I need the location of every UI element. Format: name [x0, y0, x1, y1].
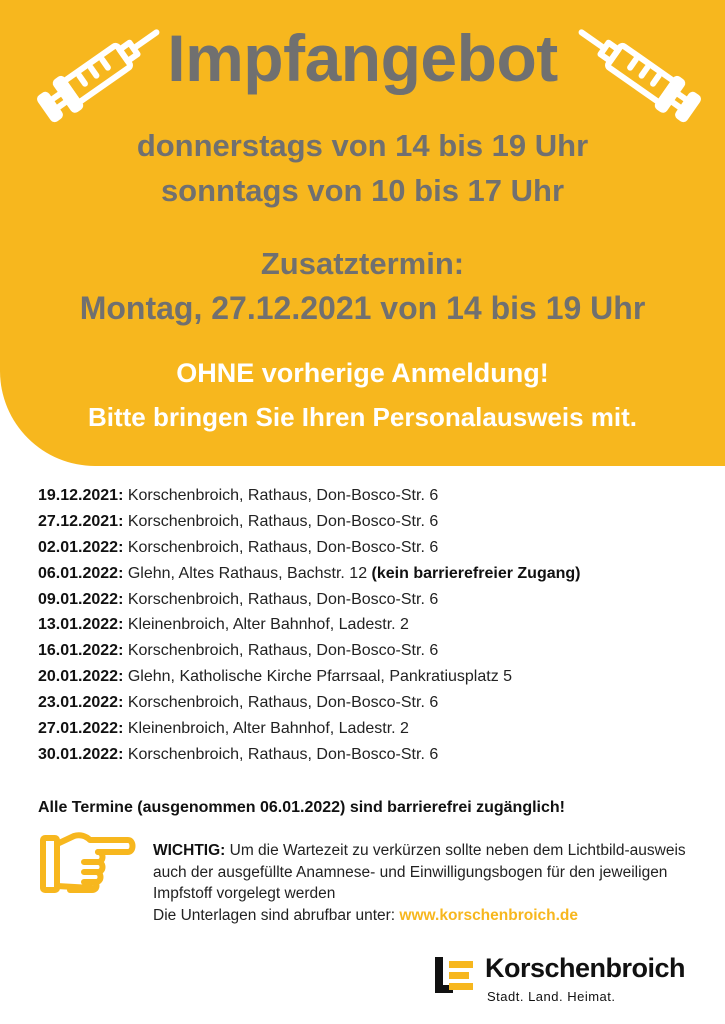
schedule-date: 13.01.2022: [38, 616, 124, 634]
schedule-row [38, 742, 698, 768]
hours-thursday: donnerstags von 14 bis 19 Uhr [136, 128, 589, 163]
schedule-place: Korschenbroich, Rathaus, Don-Bosco-Str. 6 [123, 642, 439, 660]
schedule-place: Korschenbroich, Rathaus, Don-Bosco-Str. 6 [123, 745, 439, 763]
important-text: Um die Wartezeit zu verkürzen sollte neben dem Lichtbild-ausweis auch der ausgefüllte Anamnese- und Einwilligungsbogen für den jeweiligen Impfstoff vorgelegt werden [153, 842, 686, 902]
important-note [153, 840, 698, 926]
schedule-date: 19.12.2021: [38, 487, 124, 504]
schedule-date: 09.01.2022: [38, 590, 124, 608]
schedule-row [38, 612, 698, 638]
schedule-row [38, 587, 698, 613]
schedule-date: 27.12.2021: [38, 512, 124, 530]
schedule-place: Korschenbroich, Rathaus, Don-Bosco-Str. 6 [123, 590, 439, 608]
pointing-hand-icon [40, 828, 138, 898]
korschenbroich-logo [433, 951, 703, 1011]
schedule-row [38, 509, 698, 535]
important-keyword: WICHTIG: [153, 842, 226, 859]
page-title: Impfangebot [167, 21, 558, 95]
schedule-place: Korschenbroich, Rathaus, Don-Bosco-Str. 6 [123, 512, 439, 530]
schedule-place: Korschenbroich, Rathaus, Don-Bosco-Str. 6 [123, 694, 439, 712]
schedule-place: Glehn, Katholische Kirche Pfarrsaal, Pankratiusplatz 5 [123, 668, 513, 686]
schedule-date: 06.01.2022: [38, 564, 124, 582]
schedule-place: Korschenbroich, Rathaus, Don-Bosco-Str. 6 [123, 538, 439, 556]
schedule-date: 16.01.2022: [38, 642, 124, 660]
korschenbroich-logo-mark [433, 955, 475, 995]
documents-link-prefix: Die Unterlagen sind abrufbar unter: [153, 906, 400, 924]
schedule-row [38, 561, 698, 587]
logo-tagline: Stadt. Land. Heimat. [487, 989, 616, 1004]
bring-id-note: Bitte bringen Sie Ihren Personalausweis mit. [87, 402, 638, 432]
extra-appointment-date: Montag, 27.12.2021 von 14 bis 19 Uhr [79, 290, 646, 326]
schedule-date: 02.01.2022: [38, 538, 124, 556]
schedule-date: 27.01.2022: [38, 720, 124, 738]
no-registration-note: OHNE vorherige Anmeldung! [176, 358, 549, 388]
schedule-place: Kleinenbroich, Alter Bahnhof, Ladestr. 2 [123, 720, 409, 738]
schedule-list [38, 483, 698, 768]
header-banner [0, 0, 725, 466]
schedule-place: Glehn, Altes Rathaus, Bachstr. 12 [123, 564, 372, 582]
schedule-place: Korschenbroich, Rathaus, Don-Bosco-Str. 6 [123, 487, 439, 504]
schedule-row [38, 690, 698, 716]
schedule-date: 23.01.2022: [38, 694, 124, 712]
accessibility-note: Alle Termine (ausgenommen 06.01.2022) sind barrierefrei zugänglich! [38, 799, 565, 816]
schedule-row [38, 535, 698, 561]
schedule-row [38, 483, 698, 509]
schedule-note: (kein barrierefreier Zugang) [371, 564, 581, 582]
schedule-date: 20.01.2022: [38, 668, 124, 686]
hours-sunday: sonntags von 10 bis 17 Uhr [160, 173, 565, 208]
schedule-row [38, 638, 698, 664]
schedule-place: Kleinenbroich, Alter Bahnhof, Ladestr. 2 [123, 616, 409, 634]
website-link[interactable]: www.korschenbroich.de [399, 906, 578, 924]
schedule-date: 30.01.2022: [38, 745, 124, 763]
schedule-row [38, 664, 698, 690]
schedule-row [38, 716, 698, 742]
logo-name: Korschenbroich [485, 953, 686, 983]
extra-appointment-label: Zusatztermin: [260, 246, 465, 281]
